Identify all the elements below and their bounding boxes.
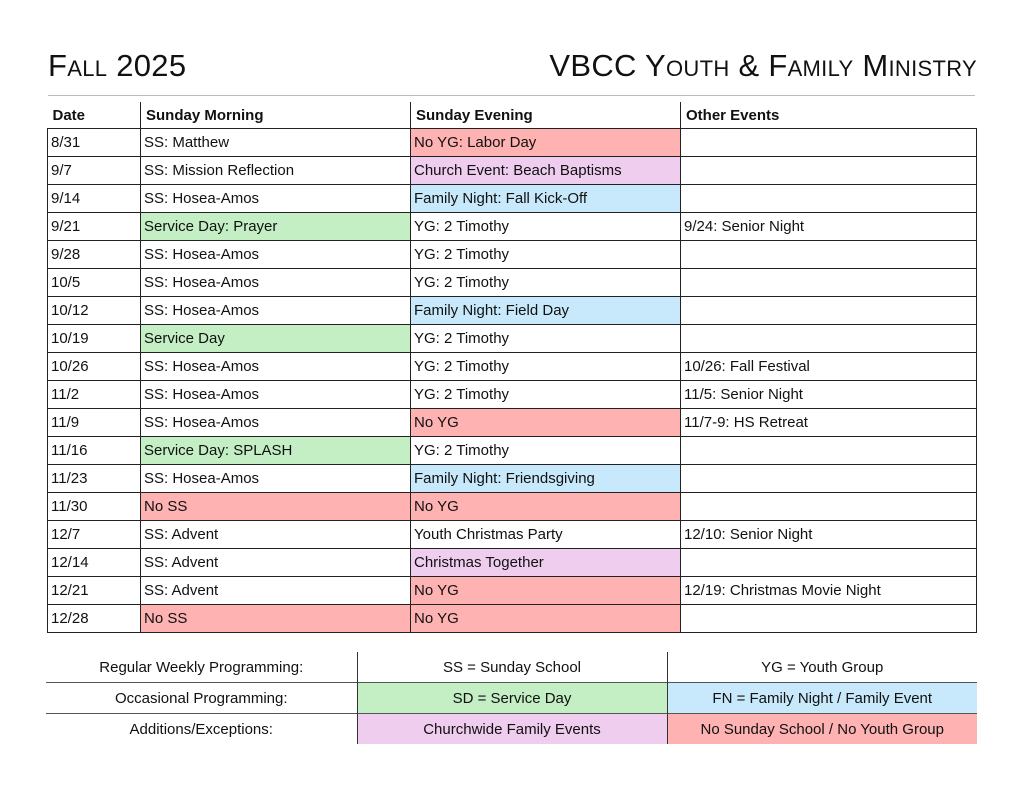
morning-cell: SS: Hosea-Amos: [141, 381, 411, 409]
table-row: [48, 325, 977, 353]
table-row: [48, 129, 977, 157]
column-header-sunday-morning: Sunday Morning: [141, 102, 411, 129]
morning-cell: SS: Hosea-Amos: [141, 185, 411, 213]
other-cell: 11/7-9: HS Retreat: [681, 409, 977, 437]
legend-key-no-program: No Sunday School / No Youth Group: [667, 714, 977, 745]
evening-cell: YG: 2 Timothy: [411, 269, 681, 297]
other-cell: 11/5: Senior Night: [681, 381, 977, 409]
morning-cell: SS: Advent: [141, 549, 411, 577]
morning-cell: Service Day: [141, 325, 411, 353]
evening-cell: YG: 2 Timothy: [411, 353, 681, 381]
other-cell: [681, 437, 977, 465]
header-divider: [48, 95, 975, 96]
other-cell: 12/19: Christmas Movie Night: [681, 577, 977, 605]
column-header-date: Date: [48, 102, 141, 129]
ministry-title: VBCC Youth & Family Ministry: [549, 48, 977, 83]
legend-key-sunday-school: SS = Sunday School: [357, 652, 667, 683]
morning-cell: SS: Advent: [141, 521, 411, 549]
other-cell: [681, 185, 977, 213]
date-cell: 9/28: [48, 241, 141, 269]
date-cell: 12/28: [48, 605, 141, 633]
evening-cell: No YG: [411, 577, 681, 605]
table-row: [48, 605, 977, 633]
legend-row-regular: [46, 652, 977, 683]
morning-cell: SS: Mission Reflection: [141, 157, 411, 185]
evening-cell: Youth Christmas Party: [411, 521, 681, 549]
legend-label: Occasional Programming:: [46, 683, 357, 714]
table-row: [48, 437, 977, 465]
evening-cell: YG: 2 Timothy: [411, 213, 681, 241]
other-cell: [681, 325, 977, 353]
date-cell: 11/23: [48, 465, 141, 493]
evening-cell: No YG: [411, 409, 681, 437]
evening-cell: Family Night: Field Day: [411, 297, 681, 325]
other-cell: [681, 465, 977, 493]
morning-cell: SS: Advent: [141, 577, 411, 605]
date-cell: 12/14: [48, 549, 141, 577]
date-cell: 11/9: [48, 409, 141, 437]
evening-cell: Family Night: Fall Kick-Off: [411, 185, 681, 213]
other-cell: [681, 269, 977, 297]
other-cell: 9/24: Senior Night: [681, 213, 977, 241]
legend-table: [46, 652, 977, 744]
date-cell: 11/2: [48, 381, 141, 409]
morning-cell: Service Day: SPLASH: [141, 437, 411, 465]
other-cell: [681, 241, 977, 269]
evening-cell: No YG: [411, 493, 681, 521]
evening-cell: Family Night: Friendsgiving: [411, 465, 681, 493]
schedule-table: [47, 102, 977, 633]
other-cell: [681, 129, 977, 157]
legend-key-family-night: FN = Family Night / Family Event: [667, 683, 977, 714]
table-row: [48, 521, 977, 549]
column-header-sunday-evening: Sunday Evening: [411, 102, 681, 129]
date-cell: 8/31: [48, 129, 141, 157]
morning-cell: Service Day: Prayer: [141, 213, 411, 241]
other-cell: [681, 549, 977, 577]
evening-cell: No YG: Labor Day: [411, 129, 681, 157]
table-row: [48, 157, 977, 185]
column-header-other-events: Other Events: [681, 102, 977, 129]
evening-cell: Christmas Together: [411, 549, 681, 577]
legend-row-exceptions: [46, 714, 977, 745]
morning-cell: SS: Hosea-Amos: [141, 241, 411, 269]
morning-cell: No SS: [141, 605, 411, 633]
other-cell: [681, 297, 977, 325]
table-row: [48, 493, 977, 521]
table-row: [48, 465, 977, 493]
schedule-header-row: [48, 102, 977, 129]
table-row: [48, 409, 977, 437]
morning-cell: SS: Hosea-Amos: [141, 409, 411, 437]
morning-cell: SS: Hosea-Amos: [141, 353, 411, 381]
date-cell: 9/14: [48, 185, 141, 213]
date-cell: 11/30: [48, 493, 141, 521]
table-row: [48, 549, 977, 577]
date-cell: 11/16: [48, 437, 141, 465]
morning-cell: SS: Hosea-Amos: [141, 465, 411, 493]
table-row: [48, 381, 977, 409]
legend-key-service-day: SD = Service Day: [357, 683, 667, 714]
evening-cell: YG: 2 Timothy: [411, 325, 681, 353]
table-row: [48, 577, 977, 605]
table-row: [48, 353, 977, 381]
legend-key-youth-group: YG = Youth Group: [667, 652, 977, 683]
legend-row-occasional: [46, 683, 977, 714]
date-cell: 12/21: [48, 577, 141, 605]
other-cell: [681, 493, 977, 521]
table-row: [48, 185, 977, 213]
table-row: [48, 269, 977, 297]
evening-cell: YG: 2 Timothy: [411, 381, 681, 409]
date-cell: 10/5: [48, 269, 141, 297]
date-cell: 10/19: [48, 325, 141, 353]
other-cell: 10/26: Fall Festival: [681, 353, 977, 381]
other-cell: 12/10: Senior Night: [681, 521, 977, 549]
date-cell: 12/7: [48, 521, 141, 549]
morning-cell: SS: Matthew: [141, 129, 411, 157]
term-title: Fall 2025: [48, 48, 187, 83]
evening-cell: No YG: [411, 605, 681, 633]
legend-key-churchwide: Churchwide Family Events: [357, 714, 667, 745]
date-cell: 10/12: [48, 297, 141, 325]
date-cell: 10/26: [48, 353, 141, 381]
date-cell: 9/21: [48, 213, 141, 241]
legend-label: Additions/Exceptions:: [46, 714, 357, 745]
other-cell: [681, 157, 977, 185]
table-row: [48, 213, 977, 241]
morning-cell: SS: Hosea-Amos: [141, 269, 411, 297]
table-row: [48, 297, 977, 325]
evening-cell: Church Event: Beach Baptisms: [411, 157, 681, 185]
morning-cell: SS: Hosea-Amos: [141, 297, 411, 325]
other-cell: [681, 605, 977, 633]
evening-cell: YG: 2 Timothy: [411, 437, 681, 465]
table-row: [48, 241, 977, 269]
morning-cell: No SS: [141, 493, 411, 521]
legend-label: Regular Weekly Programming:: [99, 658, 304, 676]
date-cell: 9/7: [48, 157, 141, 185]
evening-cell: YG: 2 Timothy: [411, 241, 681, 269]
